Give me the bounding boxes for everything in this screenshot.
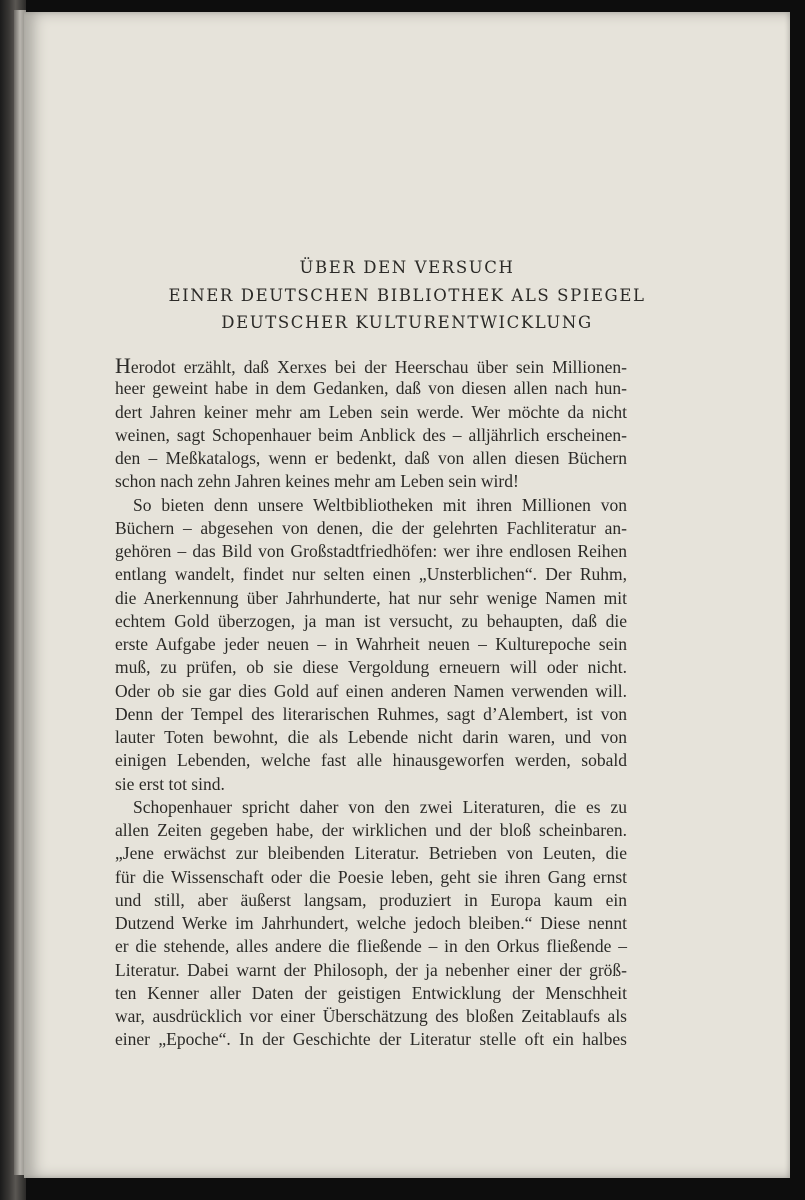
text-line: dert Jahren keiner mehr am Leben sein werde. Wer möchte da nicht [115, 401, 627, 422]
text-line: lauter Toten bewohnt, die als Lebende nicht darin waren, und von [115, 727, 627, 747]
chapter-heading [24, 254, 790, 337]
heading-line-2: EINER DEUTSCHEN BIBLIOTHEK ALS SPIEGEL [168, 285, 646, 305]
text-line: schon nach zehn Jahren keines mehr am Leben sein wird! [115, 471, 519, 492]
text-line: den – Meßkatalogs, wenn er bedenkt, daß von allen diesen Büchern [115, 448, 627, 468]
heading-line-3: DEUTSCHER KULTURENTWICKLUNG [221, 313, 593, 332]
text-line: Schopenhauer spricht daher von den zwei Literaturen, die es zu [133, 796, 627, 817]
heading-line-1: ÜBER DEN VERSUCH [299, 258, 515, 277]
paragraph-2 [115, 494, 627, 796]
text-line: für die Wissenschaft oder die Poesie leben, geht sie ihren Gang ernst [115, 866, 627, 887]
text-line: Literatur. Dabei warnt der Philosoph, der ja nebenher einer der größ- [115, 959, 627, 980]
text-line: und still, aber äußerst langsam, produziert in Europa kaum ein [115, 889, 627, 910]
text-line: Denn der Tempel des literarischen Ruhmes, sagt d’Alembert, ist von [115, 703, 627, 724]
paragraph-1 [115, 354, 627, 494]
text-line: Dutzend Werke im Jahrhundert, welche jedoch bleiben.“ Diese nennt [115, 913, 627, 933]
text-line: „Jene erwächst zur bleibenden Literatur. Betrieben von Leuten, die [115, 843, 627, 864]
text-line: sie erst tot sind. [115, 773, 225, 794]
paragraph-3 [115, 796, 627, 1052]
text-line: Büchern – abgesehen von denen, die der gelehrten Fachliteratur an- [115, 517, 627, 538]
text-line: ten Kenner aller Daten der geistigen Entwicklung der Menschheit [115, 982, 627, 1003]
text-line: So bieten denn unsere Weltbibliotheken mit ihren Millionen von [133, 494, 627, 515]
text-line: weinen, sagt Schopenhauer beim Anblick des – alljährlich erscheinen- [115, 424, 627, 445]
text-line: er die stehende, alles andere die fließende – in den Orkus fließende – [115, 936, 627, 957]
text-line: allen Zeiten gegeben habe, der wirklichen und der bloß scheinbaren. [115, 820, 627, 840]
text-line: Herodot erzählt, daß Xerxes bei der Heerschau über sein Millionen- [115, 353, 627, 378]
text-line: erste Aufgabe jeder neuen – in Wahrheit neuen – Kulturepoche sein [115, 634, 627, 654]
text-line: einigen Lebenden, welche fast alle hinausgeworfen werden, sobald [115, 750, 627, 771]
text-line: einer „Epoche“. In der Geschichte der Literatur stelle oft ein halbes [115, 1029, 627, 1050]
body-text [115, 354, 627, 1052]
text-line: die Anerkennung über Jahrhunderte, hat nur sehr wenige Namen mit [115, 587, 627, 608]
initial-letter: H [115, 353, 131, 378]
text-line: gehören – das Bild von Großstadtfriedhöfen: wer ihre endlosen Reihen [115, 541, 627, 561]
text-line: entlang wandelt, findet nur selten einen „Unsterblichen“. Der Ruhm, [115, 564, 627, 585]
text-line: Oder ob sie gar dies Gold auf einen anderen Namen verwenden will. [115, 680, 627, 701]
text-line: muß, zu prüfen, ob sie diese Vergoldung erneuern will oder nicht. [115, 657, 627, 678]
text-line: echtem Gold überzogen, ja man ist versucht, zu behaupten, daß die [115, 610, 627, 631]
text-line: war, ausdrücklich vor einer Überschätzung des bloßen Zeitablaufs als [115, 1006, 627, 1026]
text-line: heer geweint habe in dem Gedanken, daß von diesen allen nach hun- [115, 378, 627, 399]
